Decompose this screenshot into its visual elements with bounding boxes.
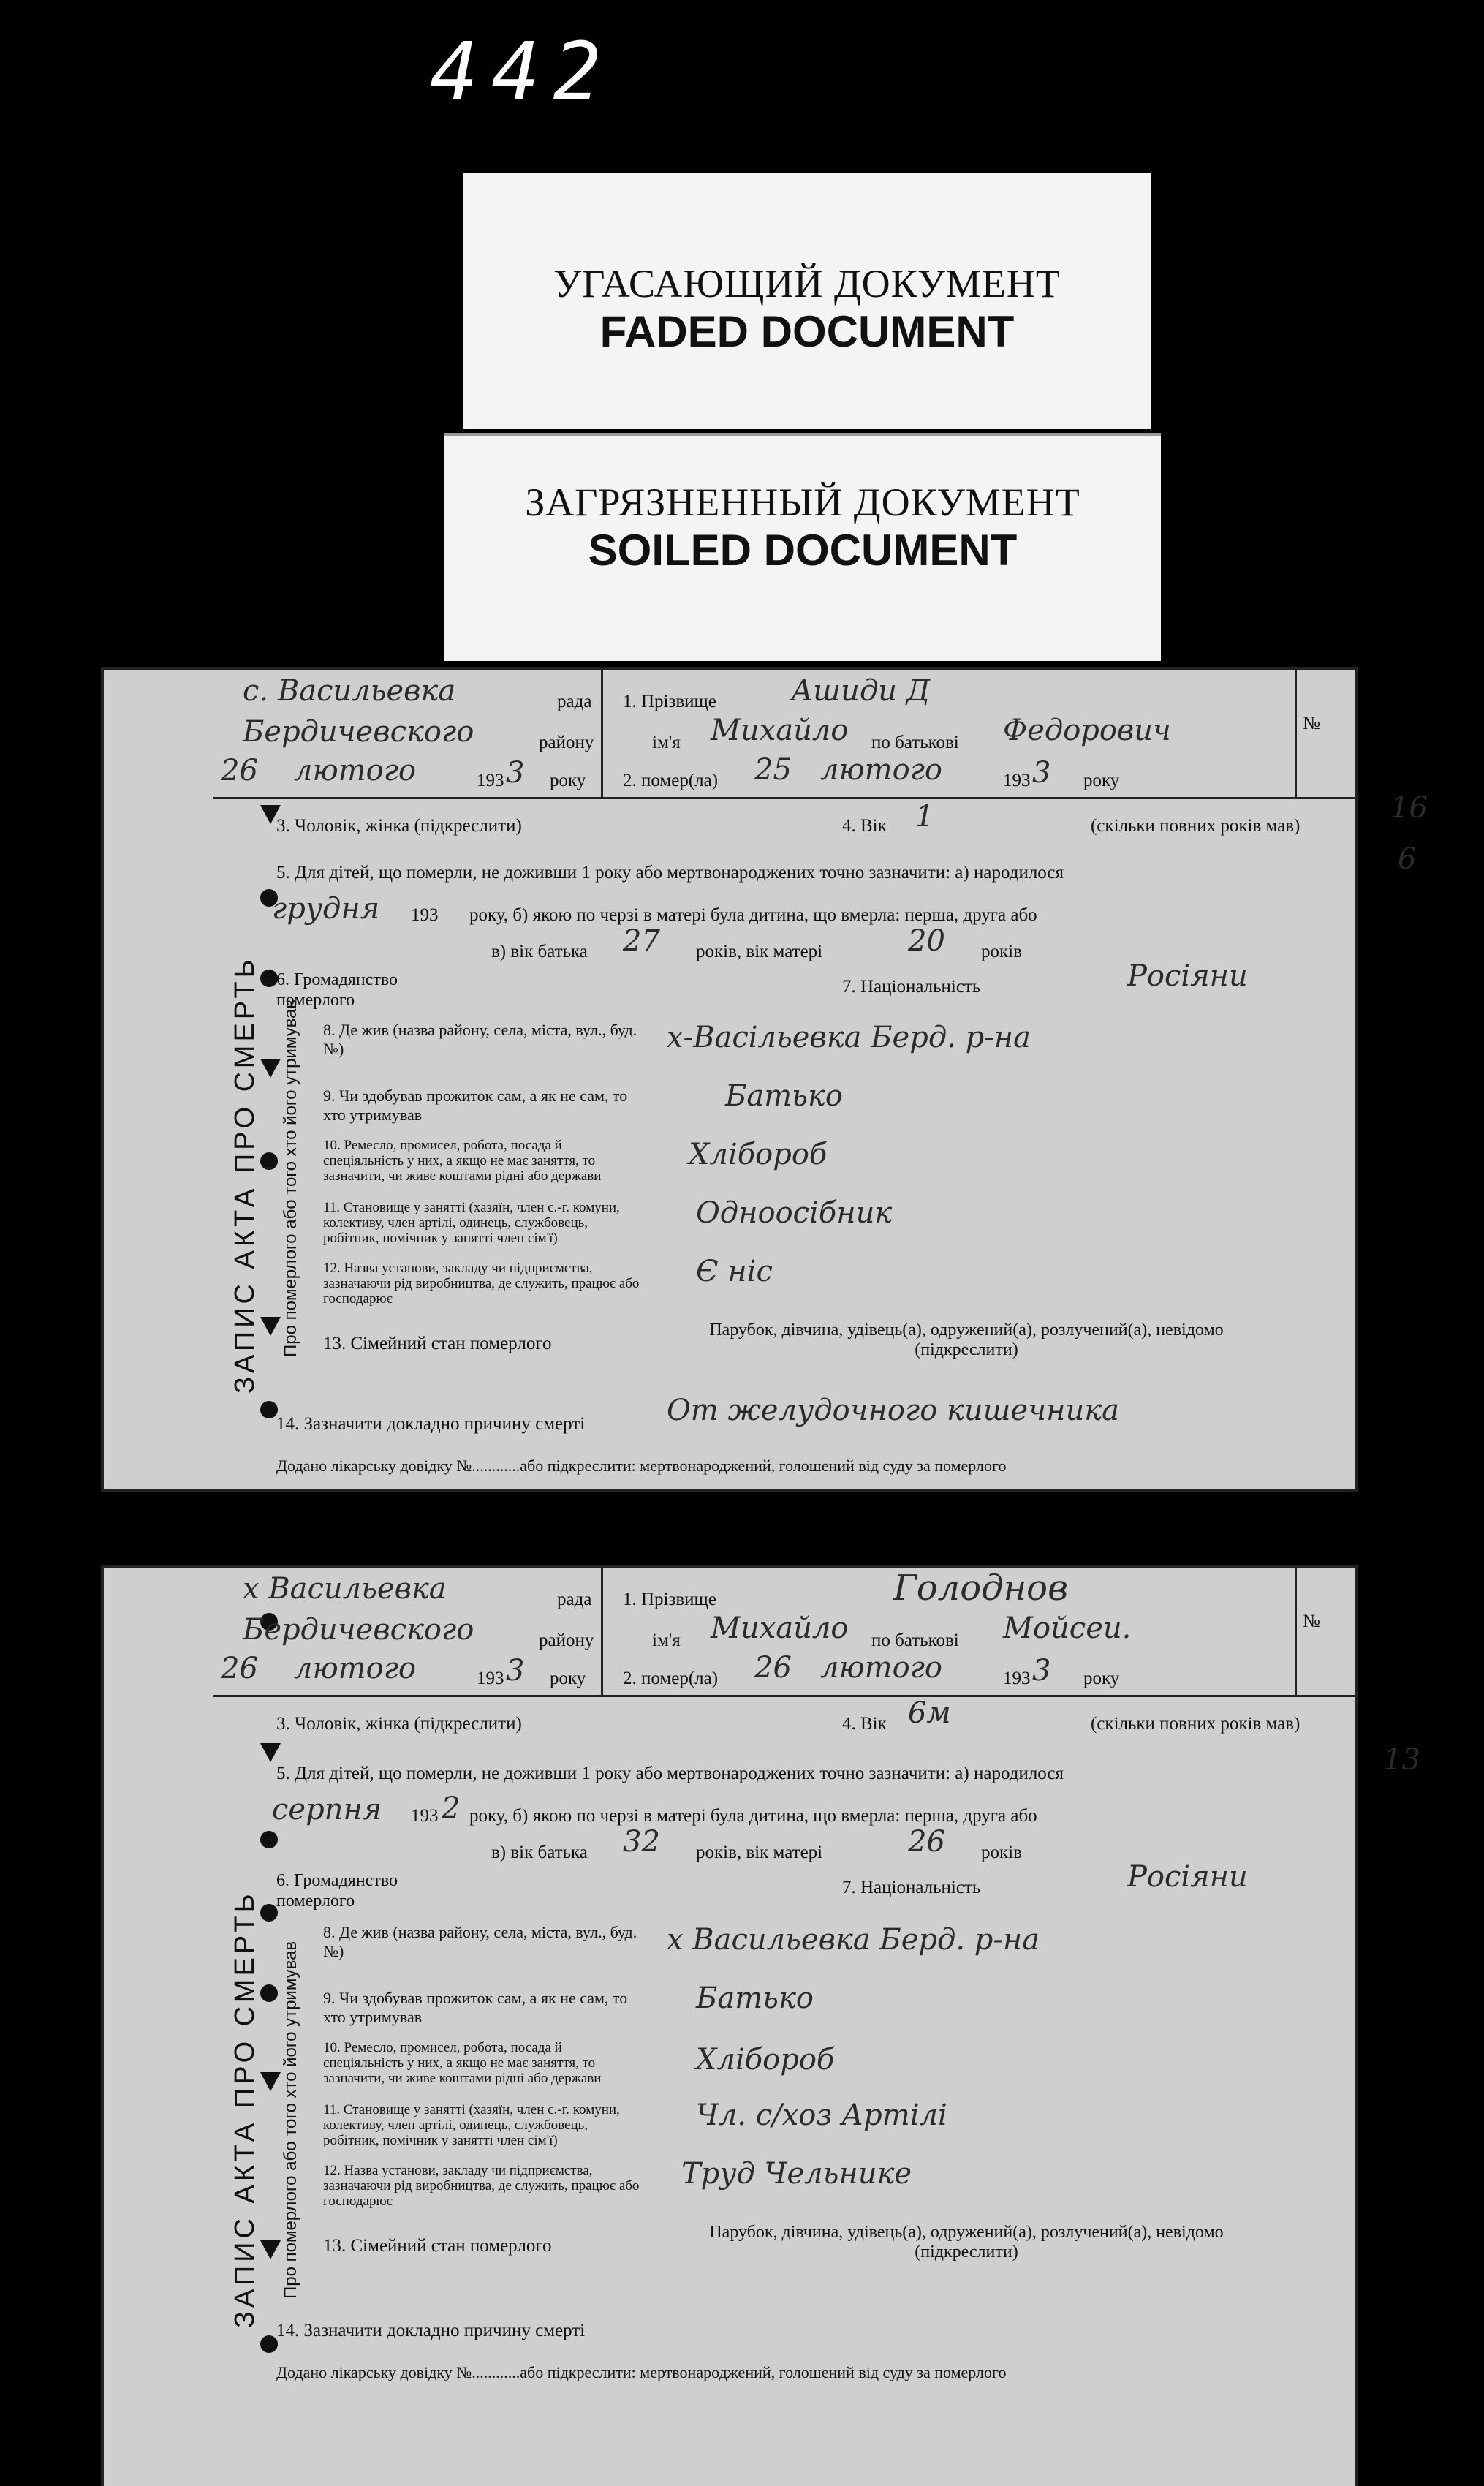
occupation-value: Хлібороб: [696, 2043, 835, 2077]
q5e-label: років: [981, 1843, 1022, 1862]
reg-year-digit: 3: [506, 756, 525, 790]
q9-label: 9. Чи здобував прожиток сам, а як не сам, то хто утримував: [323, 1087, 628, 1124]
death-record-card-2: [101, 1565, 1420, 2486]
age-suffix: (скільки повних років мав): [1091, 816, 1301, 836]
mother-age-value: 20: [908, 924, 945, 958]
name-label: ім'я: [652, 1631, 681, 1650]
village-value: с. Васильевка: [243, 674, 456, 708]
footer-label: Додано лікарську довідку №............або підкреслити: мертвонароджений, голошений від суду за померлого: [276, 2363, 1007, 2381]
workplace-value: Є ніс: [696, 1255, 773, 1288]
faded-en-label: FADED DOCUMENT: [599, 307, 1015, 356]
year-prefix: 193: [411, 1806, 439, 1826]
q5b-label: року, б) якою по черзі в матері була дитина, що вмерла: перша, друга або: [469, 1806, 1037, 1826]
number-label: №: [1303, 1612, 1320, 1631]
q9-label: 9. Чи здобував прожиток сам, а як не сам, то хто утримував: [323, 1989, 628, 2026]
died-label: 2. помер(ла): [623, 1669, 719, 1688]
side-title: ЗАПИС АКТА ПРО СМЕРТЬ: [230, 956, 260, 1394]
footer-label: Додано лікарську довідку №............або підкреслити: мертвонароджений, голошений від суду за померлого: [276, 1457, 1007, 1475]
record-number-box: [1295, 1568, 1355, 1695]
year-prefix: 193: [477, 771, 504, 790]
q11-label: 11. Становище у занятті (хазяїн, член с.-г. комуни, колективу, член артілі, одинець, службовець, робітник, помічник у занятті член сім'ї): [323, 1200, 620, 1246]
q5d-label: років, вік матері: [696, 1843, 823, 1862]
q13-label: 13. Сімейний стан померлого: [323, 2236, 552, 2256]
residence-value: х Васильевка Берд. р-на: [667, 1923, 1040, 1957]
reg-year-digit: 3: [506, 1654, 525, 1688]
birth-year-digit: 2: [442, 1791, 461, 1825]
nationality-value: Росіяни: [1127, 959, 1248, 993]
cause-value: От желудочного кишечника: [667, 1394, 1119, 1427]
soiled-en-label: SOILED DOCUMENT: [588, 526, 1018, 575]
record-header: [213, 670, 1355, 799]
supported-by-value: Батько: [725, 1079, 843, 1113]
record-form-2: [213, 1568, 1420, 2486]
status-value: Одноосібник: [696, 1196, 893, 1230]
record-header: [213, 1568, 1355, 1697]
died-label: 2. помер(ла): [623, 771, 719, 790]
q8-label: 8. Де жив (назва району, села, міста, вул., буд. №): [323, 1021, 637, 1058]
q5d-label: років, вік матері: [696, 942, 823, 961]
q12-label: 12. Назва установи, закладу чи підприємства, зазначаючи рід виробництва, де служить, працює або господарює: [323, 1261, 640, 1307]
rada-label: рада: [557, 692, 592, 711]
death-year-digit: 3: [1032, 756, 1051, 790]
age-label: 4. Вік: [842, 1714, 887, 1734]
occupation-value: Хлібороб: [689, 1138, 828, 1171]
number-label: №: [1303, 714, 1320, 733]
soiled-ru-label: ЗАГРЯЗНЕННЫЙ ДОКУМЕНТ: [525, 480, 1080, 524]
death-day-value: 25: [754, 753, 792, 787]
roku-label: року: [550, 1669, 586, 1688]
sex-label: 3. Чоловік, жінка (підкреслити): [276, 816, 522, 836]
q7-label: 7. Національність: [842, 1878, 981, 1897]
faded-ru-label: УГАСАЮЩИЙ ДОКУМЕНТ: [553, 262, 1061, 306]
patronymic-value: Мойсеи.: [1003, 1612, 1132, 1645]
q5c-label: в) вік батька: [491, 1843, 588, 1862]
q6-label: 6. Громадянство померлого: [276, 970, 398, 1010]
supported-by-value: Батько: [696, 1981, 814, 2015]
death-record-card-1: [101, 667, 1428, 1492]
q8-label: 8. Де жив (назва району, села, міста, вул., буд. №): [323, 1923, 637, 1960]
nationality-value: Росіяни: [1127, 1860, 1248, 1894]
reg-day-value: 26: [221, 1652, 258, 1685]
rada-label: рада: [557, 1590, 592, 1609]
surname-label: 1. Прізвище: [623, 1590, 716, 1609]
name-label: ім'я: [652, 733, 681, 752]
q14-label: 14. Зазначити докладно причину смерті: [276, 2321, 586, 2340]
q11-label: 11. Становище у занятті (хазяїн, член с.-г. комуни, колективу, член артілі, одинець, службовець, робітник, помічник у занятті член сім'ї): [323, 2102, 620, 2148]
birth-day-value: 13: [1383, 1743, 1420, 1777]
birth-month-value: грудня: [272, 892, 380, 926]
surname-value: Ашиди Д: [791, 674, 931, 708]
q13-options: Парубок, дівчина, удівець(а), одружений(а), розлучений(а), невідомо (підкреслити): [709, 1321, 1224, 1359]
roku-label: року: [1083, 1669, 1120, 1688]
death-month-value: лютого: [820, 753, 942, 787]
death-month-value: лютого: [820, 1651, 942, 1685]
age-suffix: (скільки повних років мав): [1091, 1714, 1301, 1734]
surname-label: 1. Прізвище: [623, 692, 716, 711]
q7-label: 7. Національність: [842, 977, 981, 997]
sex-label: 3. Чоловік, жінка (підкреслити): [276, 1714, 522, 1734]
village-value: х Васильевка: [243, 1572, 447, 1606]
reg-month-value: лютого: [294, 1652, 416, 1685]
q14-label: 14. Зазначити докладно причину смерті: [276, 1414, 586, 1434]
rayonu-label: району: [539, 733, 594, 752]
reg-month-value: лютого: [294, 754, 416, 787]
age-value: 1: [915, 800, 934, 834]
q6-label: 6. Громадянство померлого: [276, 1871, 398, 1911]
surname-value: Голоднов: [893, 1568, 1069, 1609]
death-year-digit: 3: [1032, 1654, 1051, 1688]
faded-document-tag: [463, 173, 1151, 429]
q5c-label: в) вік батька: [491, 942, 588, 961]
record-number-box: [1295, 670, 1355, 797]
age-note: 16: [1390, 791, 1428, 825]
age-value: 6м: [908, 1696, 951, 1730]
year-prefix: 193: [1003, 771, 1031, 790]
side-subtitle: Про померлого або того хто його утримував: [281, 999, 300, 1357]
name-value: Михайло: [711, 714, 849, 747]
birth-month-value: серпня: [272, 1793, 382, 1826]
district-value: Бердичевского: [243, 715, 474, 749]
rayonu-label: району: [539, 1631, 594, 1650]
death-day-value: 26: [754, 1651, 792, 1685]
district-value: Бердичевского: [243, 1613, 474, 1647]
year-prefix: 193: [1003, 1669, 1031, 1688]
mother-age-value: 26: [908, 1825, 945, 1859]
name-value: Михайло: [711, 1612, 849, 1645]
year-prefix: 193: [477, 1669, 504, 1688]
father-age-value: 27: [623, 924, 660, 958]
roku-label: року: [1083, 771, 1120, 790]
record-form-1: [213, 670, 1428, 1489]
age-label: 4. Вік: [842, 816, 887, 836]
reg-day-value: 26: [221, 754, 258, 787]
father-age-value: 32: [623, 1825, 660, 1859]
q5b-label: року, б) якою по черзі в матері була дитина, що вмерла: перша, друга або: [469, 905, 1037, 925]
soiled-document-tag: [444, 436, 1161, 661]
q13-options: Парубок, дівчина, удівець(а), одружений(а), розлучений(а), невідомо (підкреслити): [709, 2223, 1224, 2262]
q5e-label: років: [981, 942, 1022, 961]
q5-label: 5. Для дітей, що померли, не доживши 1 року або мертвонароджених точно зазначити: а) народилося: [276, 1764, 1064, 1783]
q13-label: 13. Сімейний стан померлого: [323, 1334, 552, 1353]
roku-label: року: [550, 771, 586, 790]
workplace-value: Труд Чельнике: [681, 2157, 912, 2191]
patronymic-value: Федорович: [1003, 714, 1171, 747]
q5-label: 5. Для дітей, що померли, не доживши 1 року або мертвонароджених точно зазначити: а) народилося: [276, 863, 1064, 883]
page-number: 442: [430, 25, 615, 118]
birth-day-value: 6: [1398, 842, 1417, 876]
side-subtitle: Про померлого або того хто його утримував: [281, 1941, 300, 2299]
registry-place: [213, 670, 603, 797]
q10-label: 10. Ремесло, промисел, робота, посада й спеціяльність у них, а якщо не має заняття, то зазначити, чи живе коштами рідні або держави: [323, 2040, 602, 2086]
registry-place: [213, 1568, 603, 1695]
q12-label: 12. Назва установи, закладу чи підприємства, зазначаючи рід виробництва, де служить, працює або господарює: [323, 2163, 640, 2209]
q10-label: 10. Ремесло, промисел, робота, посада й спеціяльність у них, а якщо не має заняття, то зазначити, чи живе коштами рідні або держави: [323, 1138, 602, 1184]
status-value: Чл. с/хоз Артілі: [696, 2098, 947, 2132]
residence-value: х-Васільевка Берд. р-на: [667, 1021, 1031, 1054]
side-title: ЗАПИС АКТА ПРО СМЕРТЬ: [230, 1890, 260, 2328]
patronymic-label: по батькові: [871, 1631, 959, 1650]
year-prefix: 193: [411, 905, 439, 925]
patronymic-label: по батькові: [871, 733, 959, 752]
